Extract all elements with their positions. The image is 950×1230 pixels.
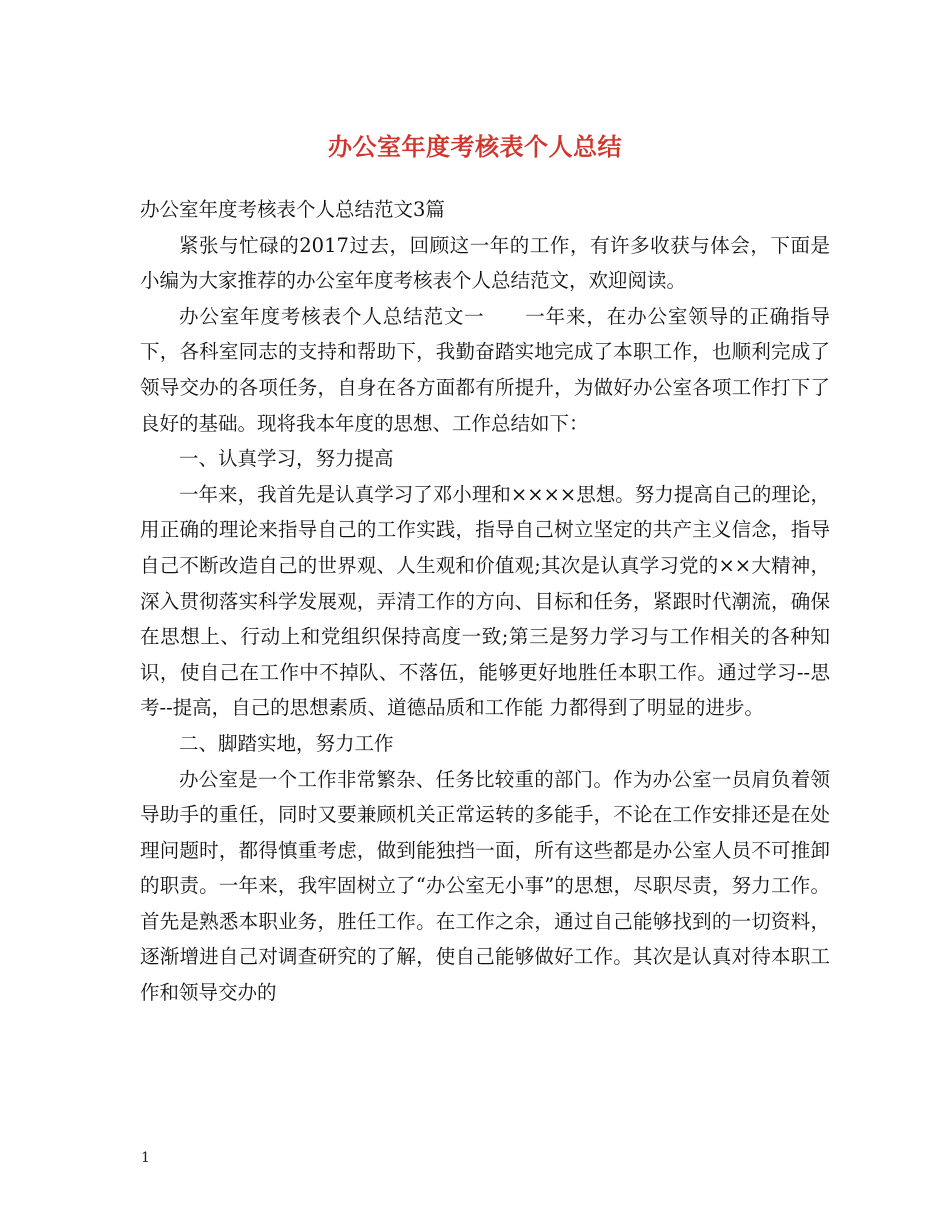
subtitle-paragraph: 办公室年度考核表个人总结范文3篇	[140, 198, 445, 221]
section-heading-study: 一、认真学习，努力提高	[179, 447, 394, 471]
document-body	[140, 192, 830, 1011]
work-paragraph: 办公室是一个工作非常繁杂、任务比较重的部门。作为办公室一员肩负着领导助手的重任，同时又要兼顾机关正常运转的多能手，不论在工作安排还是在处理问题时，都得慎重考虑，做到能独挡一面，所有这些都是办公室人员不可推卸的职责。一年来，我牢固树立了“办公室无小事”的思想，尽职尽责，努力工作。首先是熟悉本职业务，胜任工作。在工作之余，通过自己能够找到的一切资料，逐渐增进自己对调查研究的了解，使自己能够做好工作。其次是认真对待本职工作和领导交办的	[140, 767, 830, 1005]
study-paragraph: 一年来，我首先是认真学习了邓小理和××××思想。努力提高自己的理论，用正确的理论来指导自己的工作实践，指导自己树立坚定的共产主义信念，指导自己不断改造自己的世界观、人生观和价值观;其次是认真学习党的××大精神，深入贯彻落实科学发展观，弄清工作的方向、目标和任务，紧跟时代潮流，确保在思想上、行动上和党组织保持高度一致;第三是努力学习与工作相关的各种知识，使自己在工作中不掉队、不落伍，能够更好地胜任本职工作。通过学习--思考--提高，自己的思想素质、道德品质和工作能 力都得到了明显的进步。	[140, 482, 830, 720]
sample-one-paragraph: 办公室年度考核表个人总结范文一 一年来，在办公室领导的正确指导下，各科室同志的支持和帮助下，我勤奋踏实地完成了本职工作，也顺利完成了领导交办的各项任务，自身在各方面都有所提升，为做好办公室各项工作打下了良好的基础。现将我本年度的思想、工作总结如下：	[140, 304, 830, 435]
document-title: 办公室年度考核表个人总结	[328, 132, 622, 161]
page-number: 1	[141, 1150, 150, 1166]
intro-paragraph: 紧张与忙碌的2017过去，回顾这一年的工作，有许多收获与体会，下面是小编为大家推荐的办公室年度考核表个人总结范文，欢迎阅读。	[140, 233, 830, 293]
section-heading-work: 二、脚踏实地，努力工作	[179, 731, 394, 755]
